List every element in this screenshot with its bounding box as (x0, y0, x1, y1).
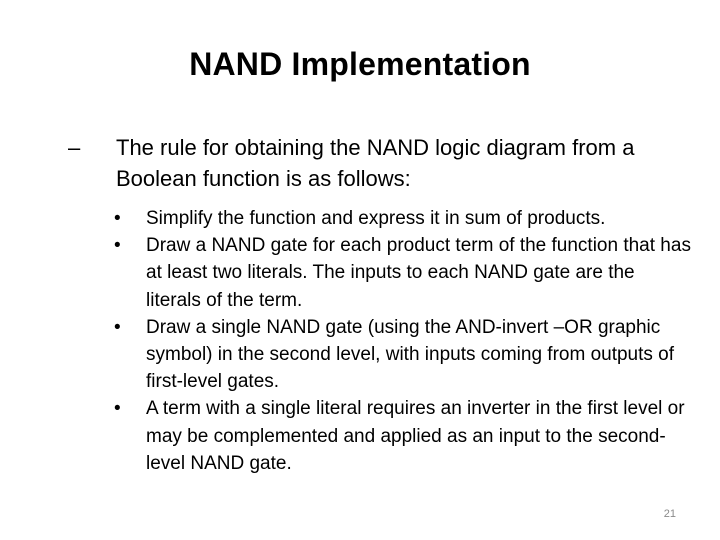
bullet-text: Draw a NAND gate for each product term of the function that has at least two literals. The inputs to each NAND gate are the literals of the term. (146, 235, 691, 311)
bullet-item-simplify (114, 205, 694, 232)
bullet-icon: • (114, 208, 121, 229)
bullet-item-second-level-gate (114, 314, 694, 396)
bullet-list (114, 205, 694, 477)
slide-title: NAND Implementation (189, 46, 531, 82)
page-number: 21 (663, 508, 676, 520)
bullet-text: Draw a single NAND gate (using the AND-invert –OR graphic symbol) in the second level, with inputs coming from outputs of first-level gates. (146, 316, 675, 393)
bullet-text: A term with a single literal requires an inverter in the first level or may be complemented and applied as an input to the second-level NAND gate. (146, 398, 685, 474)
bullet-icon: • (114, 235, 121, 257)
dash-marker: – (68, 135, 81, 160)
bullet-text: Simplify the function and express it in sum of products. (146, 208, 606, 229)
bullet-item-single-literal (114, 395, 694, 477)
intro-text: The rule for obtaining the NAND logic diagram from a Boolean function is as follows: (116, 135, 635, 191)
bullet-icon: • (114, 398, 121, 420)
bullet-item-first-level-gates (114, 232, 694, 314)
bullet-icon: • (114, 316, 121, 338)
